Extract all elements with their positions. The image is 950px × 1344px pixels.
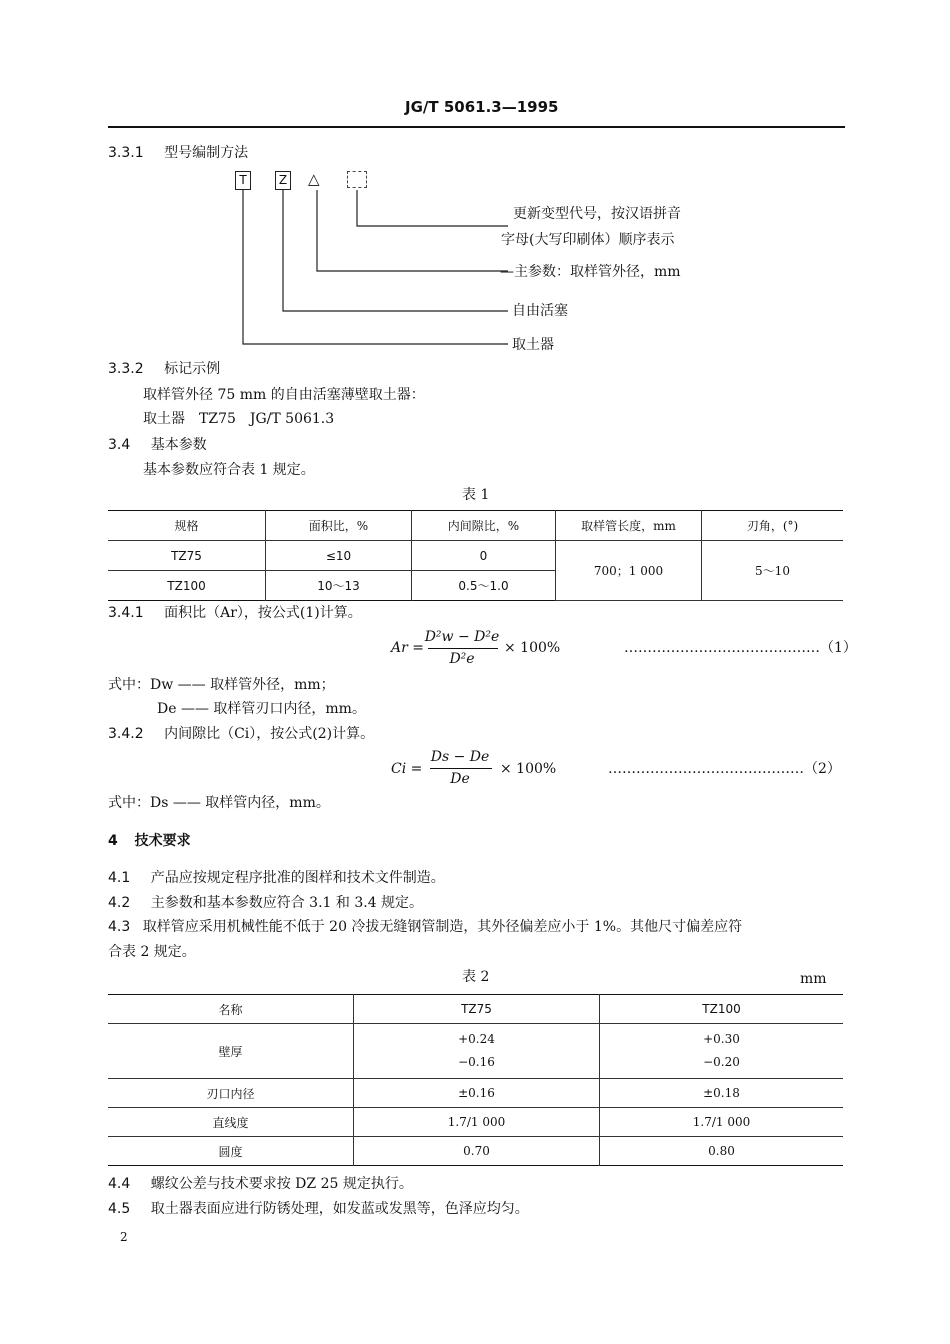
section-4-2: 4.2 主参数和基本参数应符合 3.1 和 3.4 规定。	[108, 895, 424, 911]
table-cell: 1.7/1 000	[354, 1108, 600, 1137]
formula-1-bar	[428, 648, 498, 649]
section-3-4-title: 基本参数	[150, 437, 207, 453]
section-4-3-cont: 合表 2 规定。	[108, 944, 196, 960]
label-update-code-2: 字母(大写印刷体）顺序表示	[501, 232, 675, 248]
table-1-header: 取样管长度，mm	[556, 511, 702, 541]
label-main-param: —主参数：取样管外径，mm	[500, 264, 681, 280]
where-1-line-2: De —— 取样管刃口内径，mm。	[157, 701, 366, 717]
formula-2-number: ……………………………………（2）	[608, 761, 841, 777]
formula-1-numerator: D²w − D²e	[424, 629, 500, 645]
table-cell: ±0.16	[354, 1079, 600, 1108]
table-1-header: 刃角，(°)	[702, 511, 844, 541]
section-4-1: 4.1 产品应按规定程序批准的图样和技术文件制造。	[108, 870, 445, 886]
formula-2-bar	[430, 768, 492, 769]
table-cell: ±0.18	[600, 1079, 844, 1108]
section-4-5: 4.5 取土器表面应进行防锈处理，如发蓝或发黑等，色泽应均匀。	[108, 1201, 529, 1217]
label-update-code-1: 更新变型代号，按汉语拼音	[513, 206, 681, 222]
section-3-4-1: 3.4.1 面积比（Ar），按公式(1)计算。	[108, 605, 362, 621]
table-header-row	[108, 511, 843, 541]
table-2-unit: mm	[800, 971, 827, 987]
section-3-4-2-text: 内间隙比（Ci），按公式(2)计算。	[164, 726, 375, 742]
table-cell: 刃口内径	[108, 1079, 354, 1108]
table-2-header: TZ100	[600, 995, 844, 1024]
table-cell-merged-angle: 5～10	[702, 541, 844, 601]
code-box-t: T	[235, 171, 251, 190]
table-row	[108, 541, 843, 571]
section-4-4: 4.4 螺纹公差与技术要求按 DZ 25 规定执行。	[108, 1176, 413, 1192]
formula-2-numerator: Ds − De	[430, 749, 490, 765]
section-3-3-1-title: 型号编制方法	[164, 145, 249, 161]
table-cell: 直线度	[108, 1108, 354, 1137]
table-cell: TZ100	[108, 571, 266, 601]
section-3-3-2: 3.3.2 标记示例	[108, 361, 221, 377]
marking-example-line-2: 取土器 TZ75 JG/T 5061.3	[143, 411, 335, 427]
table-cell: 壁厚	[108, 1024, 354, 1079]
formula-1-tail: × 100%	[504, 640, 561, 656]
formula-1-number: ……………………………………（1）	[624, 640, 857, 656]
page-header: JG/T 5061.3—1995	[405, 98, 559, 116]
section-3-3-2-title: 标记示例	[164, 361, 221, 377]
formula-1-lhs: Ar =	[391, 640, 424, 656]
code-triangle: △	[308, 170, 320, 188]
table-cell: 圆度	[108, 1137, 354, 1166]
section-3-4: 3.4 基本参数	[108, 437, 207, 453]
table-cell: TZ75	[108, 541, 266, 571]
formula-2-denominator: De	[450, 771, 470, 787]
page-number: 2	[120, 1230, 128, 1244]
table-cell: 0	[412, 541, 556, 571]
section-3-4-2: 3.4.2 内间隙比（Ci），按公式(2)计算。	[108, 726, 375, 742]
formula-1-denominator: D²e	[449, 651, 475, 667]
section-3-3-1: 3.3.1 型号编制方法	[108, 145, 249, 161]
diagram-leader-lines	[0, 0, 950, 360]
table-row	[108, 1137, 843, 1166]
table-cell: +0.30 −0.20	[600, 1024, 844, 1079]
marking-example-line-1: 取样管外径 75 mm 的自由活塞薄壁取土器：	[143, 387, 425, 403]
formula-2-lhs: Ci =	[391, 761, 423, 777]
where-2-line-1: 式中：Ds —— 取样管内径，mm。	[108, 795, 330, 811]
table-1	[108, 510, 843, 601]
section-4: 4 技术要求	[108, 833, 191, 849]
table-header-row	[108, 995, 843, 1024]
table-2-header: TZ75	[354, 995, 600, 1024]
table-cell: 1.7/1 000	[600, 1108, 844, 1137]
table-1-header: 面积比，%	[266, 511, 412, 541]
table-row	[108, 1079, 843, 1108]
table-2-header: 名称	[108, 995, 354, 1024]
table-cell: 0.70	[354, 1137, 600, 1166]
label-sampler: 取土器	[512, 337, 554, 353]
label-free-piston: 自由活塞	[512, 303, 568, 319]
section-4-title: 技术要求	[134, 833, 191, 849]
table-cell: 10～13	[266, 571, 412, 601]
section-3-4-text: 基本参数应符合表 1 规定。	[143, 462, 315, 478]
formula-2-tail: × 100%	[500, 761, 557, 777]
where-1-line-1: 式中：Dw —— 取样管外径，mm；	[108, 677, 335, 693]
code-box-z: Z	[275, 171, 291, 190]
table-cell: +0.24 −0.16	[354, 1024, 600, 1079]
table-2-caption: 表 2	[462, 969, 490, 985]
table-row	[108, 1108, 843, 1137]
table-cell-merged-length: 700；1 000	[556, 541, 702, 601]
table-1-header: 规格	[108, 511, 266, 541]
table-cell: ≤10	[266, 541, 412, 571]
table-row	[108, 1024, 843, 1079]
section-4-3: 4.3 取样管应采用机械性能不低于 20 冷拔无缝钢管制造，其外径偏差应小于 1%。其他尺寸偏差应符	[108, 919, 743, 935]
table-cell: 0.5～1.0	[412, 571, 556, 601]
table-cell: 0.80	[600, 1137, 844, 1166]
table-1-caption: 表 1	[462, 487, 490, 503]
table-2	[108, 994, 843, 1166]
table-1-header: 内间隙比，%	[412, 511, 556, 541]
section-3-4-1-text: 面积比（Ar），按公式(1)计算。	[164, 605, 362, 621]
